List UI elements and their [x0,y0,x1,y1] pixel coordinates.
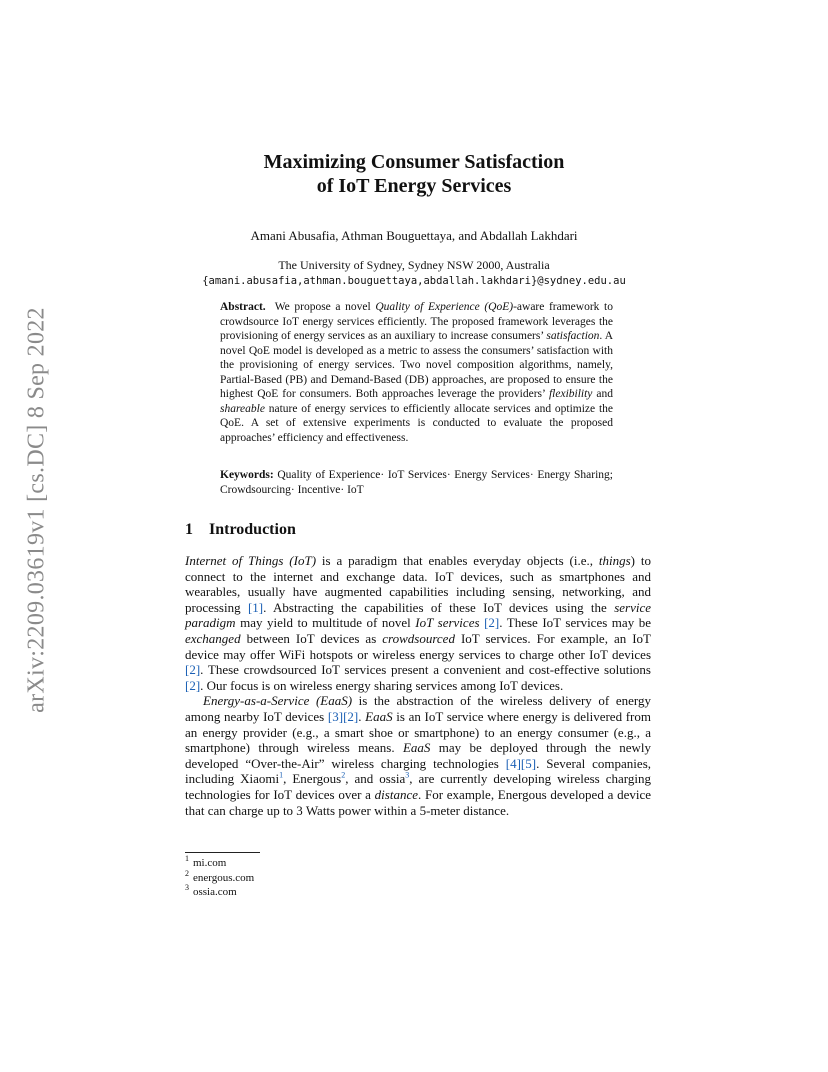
emphasis: crowdsourced [382,630,455,646]
arxiv-identifier: arXiv:2209.03619v1 [cs.DC] 8 Sep 2022 [23,307,50,713]
paragraph-2 [185,693,651,818]
keywords [220,468,613,497]
citation-link[interactable]: [3] [327,708,344,724]
affiliation [150,257,678,289]
text-run: between IoT devices as [240,630,383,646]
abstract-text: and [592,388,613,400]
emphasis: Internet of Things (IoT) [185,553,317,568]
abstract-emphasis: Quality of Experience (QoE) [375,301,514,313]
text-run: is a paradigm that enables everyday objects (i.e., [316,553,599,568]
text-run: is an IoT service where energy is delivered from an energy provider (e.g., a smart shoe or smartphone) to an energy consumer (e.g., a smartphone) through wireless means. [185,708,651,756]
footnote-item [185,885,254,900]
footnote-item [185,868,255,886]
footnote-marker[interactable]: 3 [405,770,410,780]
footnote-text: ossia.com [193,886,237,898]
emphasis: service paradigm [185,599,651,631]
citation-link[interactable]: [2] [343,708,359,724]
author-list: Amani Abusafia, Athman Bouguettaya, and Abdallah Lakhdari [250,228,578,243]
keywords-text: Quality of Experience· IoT Services· Energy Services· Energy Sharing; Crowdsourcing· Incentive· IoT [220,469,613,496]
footnote-mark: 2 [185,868,189,878]
author-emails: {amani.abusafia,athman.bouguettaya,abdallah.lakhdari}@sydney.edu.au [202,275,626,287]
emphasis: EaaS [365,708,393,724]
footnote-marker[interactable]: 1 [279,770,284,780]
section-title: Introduction [209,521,296,538]
paper-title [150,150,678,198]
introduction-body [185,553,651,818]
abstract-text: We propose a novel [274,301,376,313]
abstract-emphasis: shareable [220,402,265,415]
footnote-mark: 1 [185,854,189,864]
citation-link[interactable]: [5] [520,755,537,771]
emphasis: IoT services [415,615,480,631]
institution: The University of Sydney, Sydney NSW 2000, Australia [278,258,550,272]
section-number: 1 [185,521,193,538]
text-run: , are currently developing wireless charging technologies for IoT devices over a [185,771,651,802]
text-run: may be deployed through the newly developed “Over-the-Air” wireless charging technologies [185,740,651,771]
abstract-emphasis: flexibility [548,388,593,400]
text-run: , and ossia [345,771,406,787]
paragraph-1 [185,553,651,693]
text-run: . Our focus is on wireless energy sharing services among IoT devices. [200,677,564,693]
footnote-text: mi.com [193,857,227,869]
text-run: . Abstracting the capabilities of these IoT devices using the [263,599,615,615]
text-run: is the abstraction of the wireless delivery of energy among nearby IoT devices [185,693,651,724]
abstract [220,300,613,445]
keywords-label: Keywords: [220,469,274,481]
footnotes [185,856,254,900]
footnote-text: energous.com [193,871,255,884]
citation-link[interactable]: [4] [505,755,521,771]
text-run: may yield to multitude of novel [235,615,416,631]
abstract-text: . A novel QoE model is developed as a metric to assess the consumers’ satisfaction with the provisioning of energy services. Two novel composition algorithms, namely, Partial-Based (PB) and Demand-Based (DB) approaches, are proposed to ensure the highest QoE for consumers. Both approaches leverage the providers’ [220,330,613,400]
text-run: IoT services. For example, an IoT device may offer WiFi hotspots or wireless energy services to charge other IoT devices [185,630,651,662]
citation-link[interactable]: [2] [185,677,201,693]
text-run: , Energous [283,771,342,787]
text-run: . For example, Energous developed a device that can charge up to 3 Watts power within a 5-meter distance. [185,786,651,818]
footnote-marker[interactable]: 2 [341,770,346,780]
title-line-1: Maximizing Consumer Satisfaction [263,151,565,173]
text-run: . Several companies, including Xiaomi [185,755,652,787]
emphasis: EaaS [402,740,431,756]
footnote-item [185,856,254,871]
citation-link[interactable]: [2] [185,662,201,678]
footnote-divider [185,852,260,853]
abstract-emphasis: satisfaction [546,330,600,342]
text-run: . These crowdsourced IoT services present a convenient and cost-effective solutions [200,662,651,678]
abstract-text: nature of energy services to efficiently allocate services and optimize the QoE. A set of extensive experiments is conducted to evaluate the proposed approaches’ efficiency and effectiveness. [220,402,613,444]
citation-link[interactable]: [2] [484,615,500,631]
emphasis: things [598,553,631,568]
emphasis: distance [374,786,418,802]
citation-link[interactable]: [1] [247,599,264,615]
emphasis: Energy-as-a-Service (EaaS) [203,693,353,709]
text-run: . [358,708,366,724]
text-run: ) to connect to the internet and exchange data. IoT devices, such as smartphones and wearables, usually have augmented capabilities including sensing, networking, and processing [185,553,651,615]
text-run: . These IoT services may be [499,615,651,631]
emphasis: exchanged [185,630,241,646]
footnote-mark: 3 [185,883,189,893]
arxiv-sidebar [22,290,52,730]
title-line-2: of IoT Energy Services [316,175,512,197]
abstract-text: -aware framework to crowdsource IoT energy services efficiently. The proposed framework leverages the provisioning of energy services as an auxiliary to increase consumers’ [220,301,613,342]
abstract-label: Abstract. [220,301,266,313]
section-heading [185,521,296,539]
